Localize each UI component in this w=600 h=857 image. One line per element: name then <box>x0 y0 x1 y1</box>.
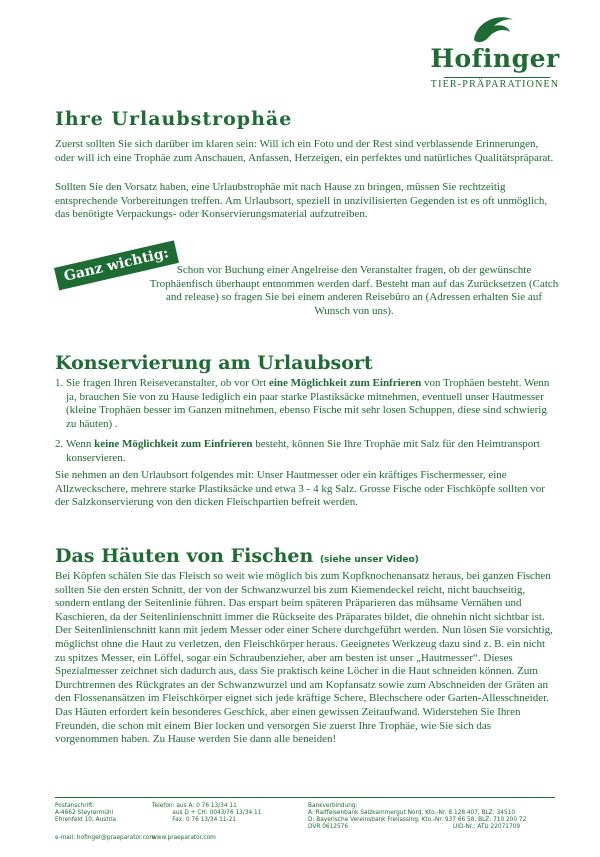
paragraph-important: Schon vor Buchung einer Angelreise den Veranstalter fragen, ob der gewünschte Trophäenfisch überhaupt entnommen werden darf. Besteht man auf das Zurücksetzen (Catch and release) so fragen Sie bei einem anderen Reisebüro an (Adressen erhalten Sie auf Wunsch von uns). <box>149 264 559 317</box>
company-logo <box>430 10 560 90</box>
list-item-text: von Trophäen besteht. Wenn ja, brauchen Sie von zu Hause lediglich ein paar starke Plastiksäcke mitnehmen, eventuell unser Hautmesser (kleine Trophäen besser im Ganzen mitnehmen, ebenso Fische mit sehr losen Schuppen, diese sind schwierig zu häuten) . <box>66 377 550 430</box>
footer-website-link[interactable]: www.praeparator.com <box>152 835 216 841</box>
logo-name: Hofinger <box>430 44 560 73</box>
section-title-trophy: Ihre Urlaubstrophäe <box>55 108 293 130</box>
paragraph-packing-list: Sie nehmen an den Urlaubsort folgendes mit: Unser Hautmesser oder ein kräftiges Fischermesser, eine Allzweckschere, mehrere starke Plastiksäcke und etwa 3 - 4 kg Salz. Grosse Fische oder Fischköpfe sollten vor der Salzkonservierung von den dicken Fleischpartien befreit werden. <box>55 469 545 509</box>
list-item-highlight: eine Möglichkeit zum Einfrieren <box>268 377 422 389</box>
conservation-steps <box>55 377 555 473</box>
logo-divider <box>444 77 550 78</box>
important-stamp: Ganz wichtig: <box>54 240 179 290</box>
footer-email-link[interactable]: e-mail: hofinger@praeparator.com <box>55 835 156 841</box>
paragraph-skinning: Bei Köpfen schälen Sie das Fleisch so weit wie möglich bis zum Kopfknochenansatz heraus, bei ganzen Fischen sollten Sie den ersten Schnitt, der von der Schwanzwurzel bis zum Kiemendeckel reicht, nicht bauchseitig, sondern entlang der Seitenlinie führen. Das erspart beim späteren Präparieren das mühsame Vernähen und Kaschieren, da der Seitenlinienschnitt immer die Rückseite des Präparates bildet, die ohnehin nicht sichtbar ist. Der Seitenlinienschnitt kann mit jedem Messer oder einer Schere durchgeführt werden. Nun lösen Sie vorsichtig, möglichst ohne die Haut zu verletzen, den Fleischkörper heraus. Geeignetes Werkzeug dazu sind z. B. ein nicht zu spitzes Messer, ein Löffel, sogar ein Schraubenzieher, aber am besten ist unser „Hautmesser“. Dieses Spezialmesser zeichnet sich dadurch aus, dass Sie praktisch keine Löcher in die Haut schneiden können. Zum Durchtrennen des Rückgrates an der Schwanzwurzel und am Kopfansatz sowie zum Abschneiden der Gräten an den Flossenansätzen im Fleischkörper eignet sich jede kräftige Schere, Blechschere oder Garten-Allesschneider. Das Häuten erfordert kein besonderes Geschick, aber einen gewissen Zeitaufwand. Widerstehen Sie Ihren Freunden, die schon mit einem Bier locken und versorgen Sie zuerst Ihre Trophäe, wie Sie sich das vorgenommen haben. Zu Hause werden Sie dann alle beneiden! <box>55 570 553 746</box>
paragraph-preparation: Sollten Sie den Vorsatz haben, eine Urlaubstrophäe mit nach Hause zu bringen, müssen Sie rechtzeitig entsprechende Vorbereitungen treffen. Am Urlaubsort, speziell in unzivilisierten Gegenden ist es oft unmöglich, das benötigte Verpackungs- oder Konservierungsmaterial aufzutreiben. <box>55 181 548 221</box>
list-item-text: Sie fragen Ihren Reiseveranstalter, ob vor Ort <box>66 377 269 389</box>
list-item-text: besteht, können Sie Ihre Trophäe mit Salz für den Heimtransport konservieren. <box>66 438 540 464</box>
footer-phone: Telefon: aus A: 0 76 13/34 11 aus D + CH: 0043/76 13/34 11 Fax: 0 76 13/34 11-21 <box>152 803 262 823</box>
list-item-text: Wenn <box>66 438 95 451</box>
list-item-number: 1. <box>55 377 64 389</box>
footer-address: Postanschrift: A-4662 Steyrermühl Ehrenfeld 10, Austria <box>55 803 117 823</box>
footer-divider <box>55 797 555 798</box>
footer-bank: Bankverbindung: A: Raiffeisenbank Salzkammergut Nord, Kto.-Nr. 8.128.407, BLZ: 34510 D: Bayerische Vereinsbank Freilassing, Kto.-Nr. 937 66 58, BLZ: 710 200 72 DVR 0612576 UID-Nr.: ATU 22071709 <box>308 803 527 830</box>
logo-subtitle: TIER-PRÄPARATIONEN <box>430 79 560 90</box>
list-item-highlight: keine Möglichkeit zum Einfrieren <box>94 438 253 451</box>
section-title-conservation: Konservierung am Urlaubsort <box>55 352 373 374</box>
list-item <box>55 377 555 431</box>
paragraph-intro: Zuerst sollten Sie sich darüber im klaren sein: Will ich ein Foto und der Rest sind verblassende Erinnerungen, oder will ich eine Trophäe zum Anschauen, Anfassen, Herzeigen, ein perfektes und natürliches Qualitätspräparat. <box>55 138 554 164</box>
video-note: (siehe unser Video) <box>319 555 419 565</box>
section-title-text: Das Häuten von Fischen <box>55 545 314 567</box>
section-title-skinning <box>55 545 419 567</box>
list-item-number: 2. <box>55 438 64 451</box>
list-item <box>55 438 555 465</box>
